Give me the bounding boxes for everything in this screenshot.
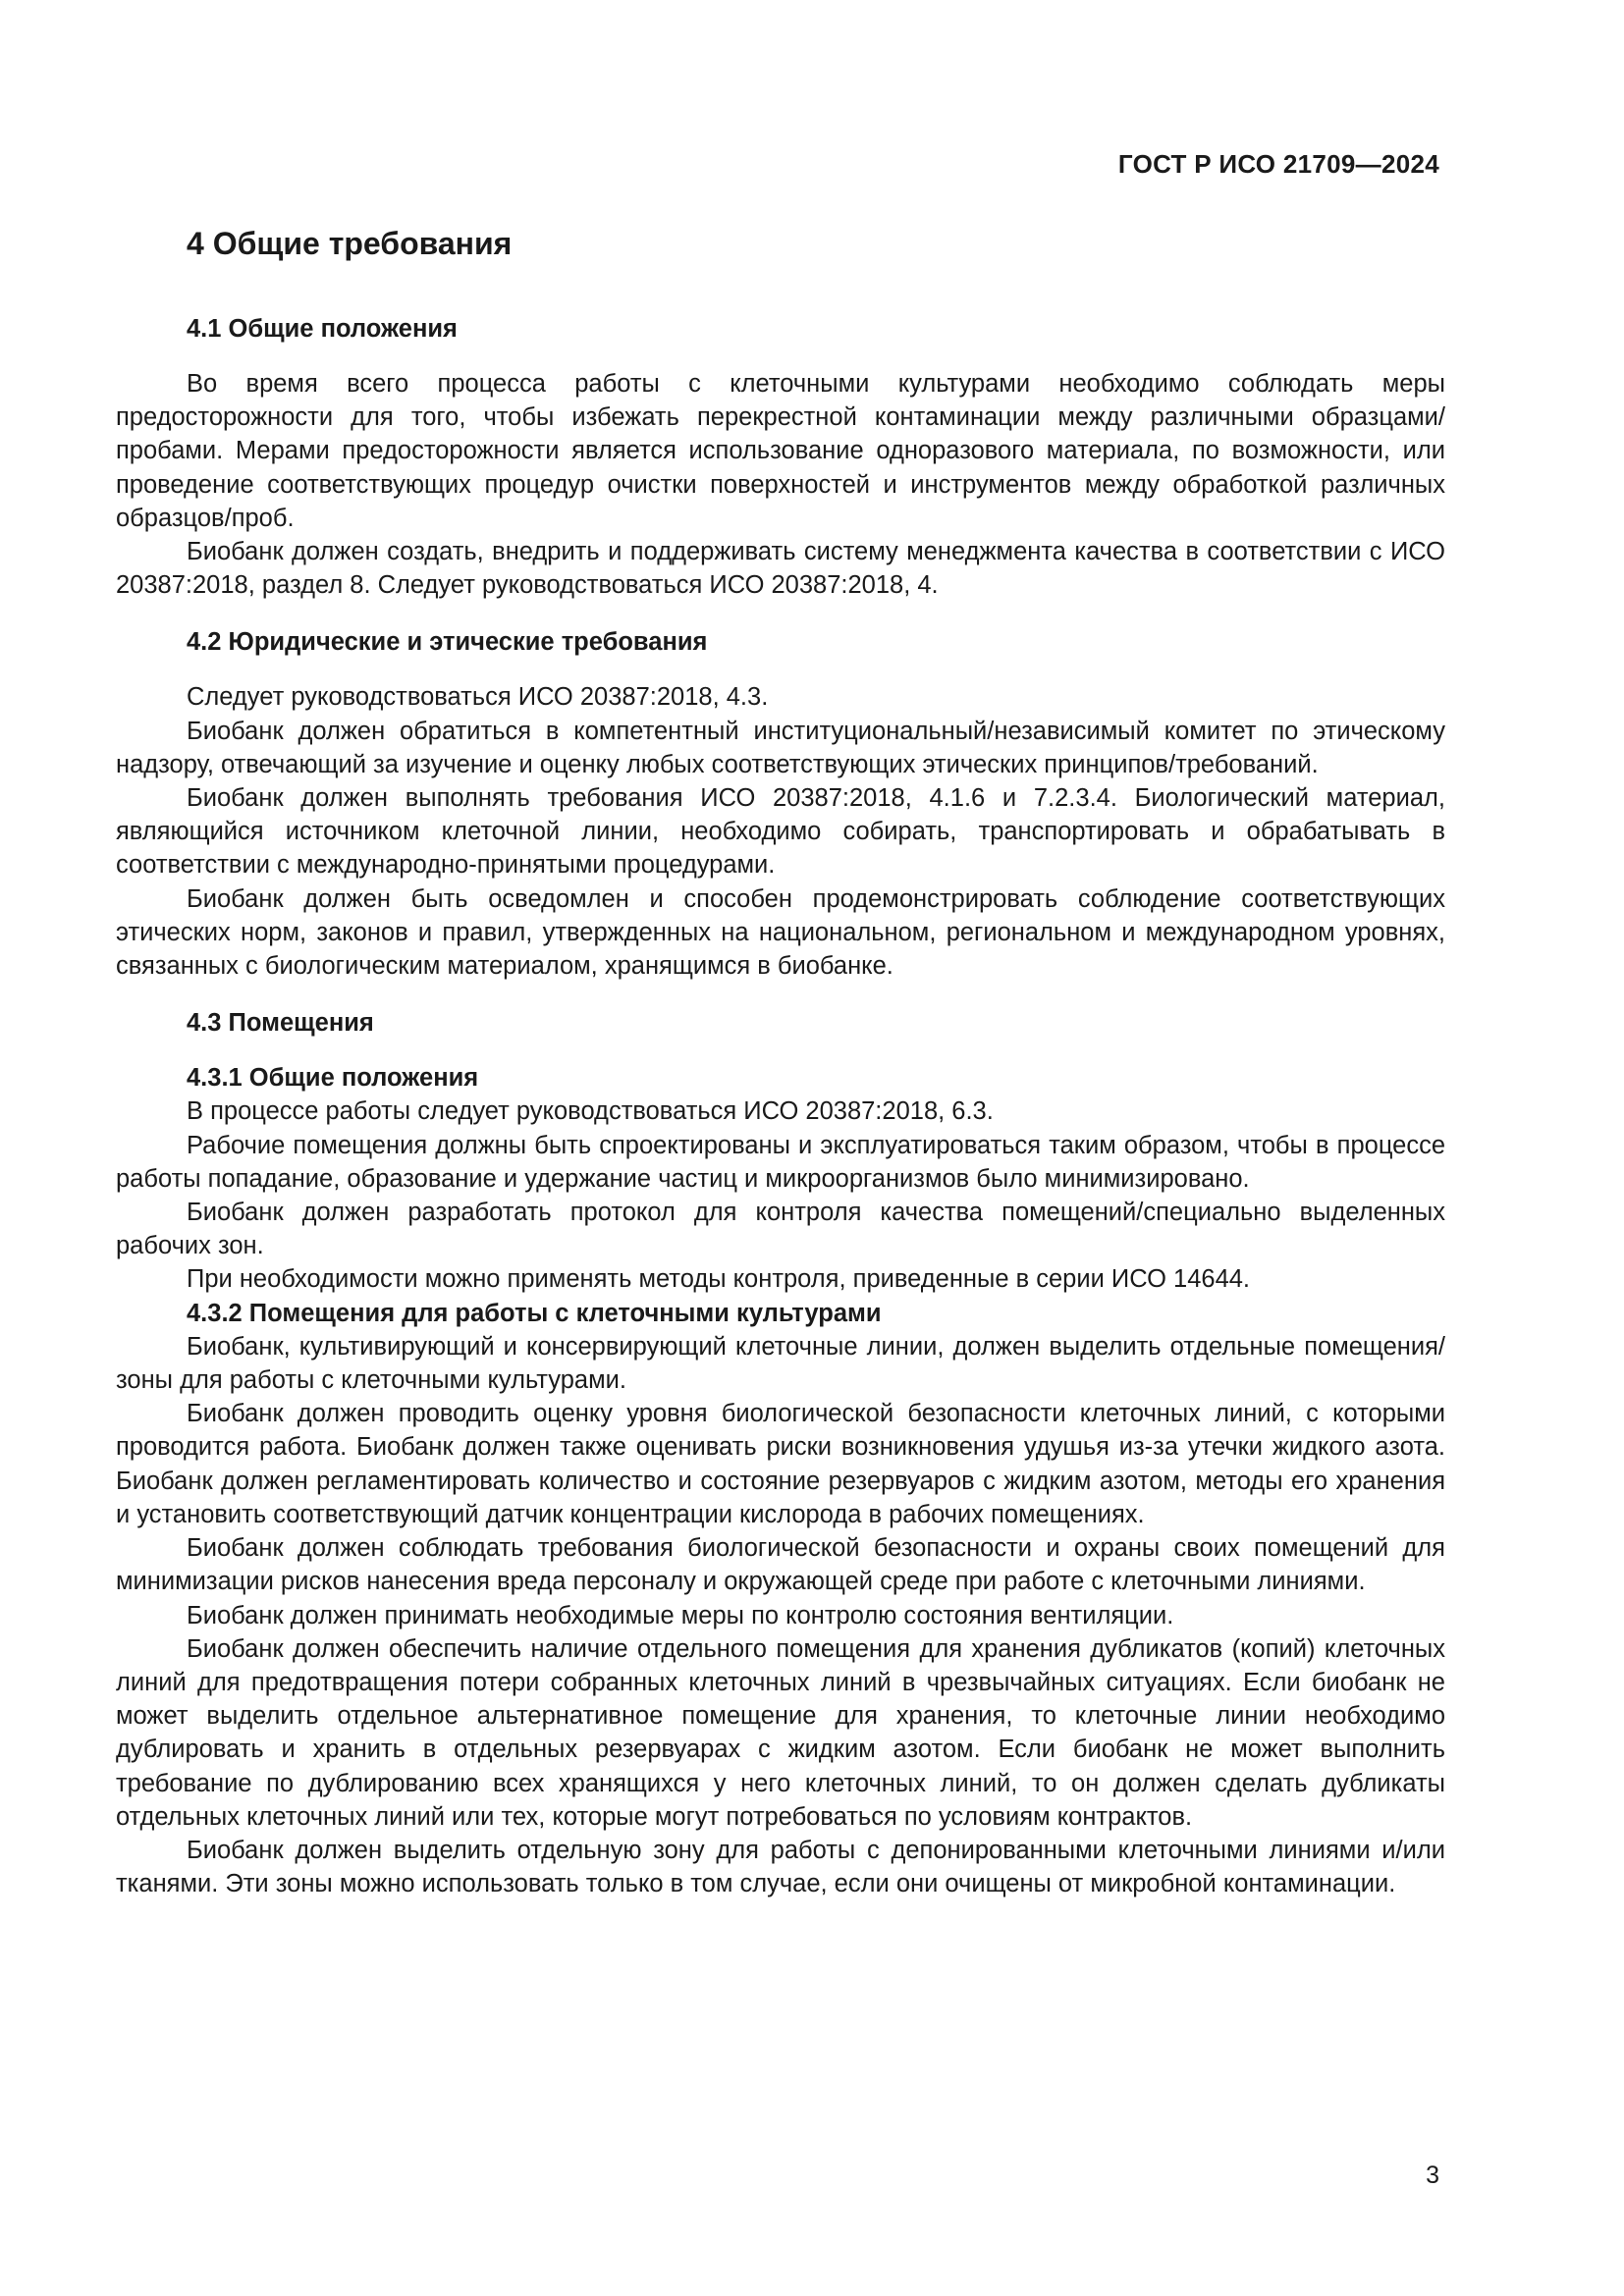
paragraph: Биобанк должен выполнять требования ИСО 20387:2018, 4.1.6 и 7.2.3.4. Биологический материал, являющийся источником клеточной линии, необходимо собирать, транспортировать и обрабатывать в соответствии с международно-принятыми процедурами. (116, 784, 1445, 880)
paragraph: Биобанк должен соблюдать требования биологической безопасности и охраны своих помещений для минимизации рисков нанесения вреда персоналу и окружающей среде при работе с клеточными линиями. (116, 1534, 1445, 1596)
document-code: ГОСТ Р ИСО 21709—2024 (1117, 149, 1439, 179)
paragraph: В процессе работы следует руководствоваться ИСО 20387:2018, 6.3. (187, 1097, 994, 1126)
paragraph: Биобанк должен выделить отдельную зону для работы с депонированными клеточными линиями и/или тканями. Эти зоны можно использовать только в том случае, если они очищены от микробной контаминации. (116, 1836, 1445, 1898)
paragraph: Биобанк должен проводить оценку уровня биологической безопасности клеточных линий, с которыми проводится работа. Биобанк должен также оценивать риски возникновения удушья из-за утечки жидкого азота. Биобанк должен регламентировать количество и состояние резервуаров с жидким азотом, методы его хранения и установить соответствующий датчик концентрации кислорода в рабочих помещениях. (116, 1400, 1445, 1528)
paragraph: Биобанк, культивирующий и консервирующий клеточные линии, должен выделить отдельные помещения/зоны для работы с клеточными культурами. (116, 1332, 1445, 1395)
section-title: 4 Общие требования (187, 226, 513, 261)
subsection-title-4-3-1: 4.3.1 Общие положения (187, 1064, 479, 1093)
document-body (116, 312, 1445, 1900)
paragraph: Рабочие помещения должны быть спроектированы и эксплуатироваться таким образом, чтобы в процессе работы попадание, образование и удержание частиц и микроорганизмов было минимизировано. (116, 1131, 1445, 1193)
paragraph: Биобанк должен обратиться в компетентный институциональный/независимый комитет по этическому надзору, отвечающий за изучение и оценку любых соответствующих этических принципов/требований. (116, 717, 1445, 778)
paragraph: Биобанк должен разработать протокол для контроля качества помещений/специально выделенных рабочих зон. (116, 1199, 1445, 1260)
subsection-title-4-2: 4.2 Юридические и этические требования (187, 628, 708, 657)
paragraph: Биобанк должен создать, внедрить и поддерживать систему менеджмента качества в соответствии с ИСО 20387:2018, раздел 8. Следует руководствоваться ИСО 20387:2018, 4. (116, 538, 1445, 600)
paragraph: Биобанк должен быть осведомлен и способен продемонстрировать соблюдение соответствующих этических норм, законов и правил, утвержденных на национальном, региональном и международном уровнях, связанных с биологическим материалом, хранящимся в биобанке. (116, 884, 1445, 981)
paragraph: Следует руководствоваться ИСО 20387:2018, 4.3. (187, 683, 769, 712)
subsection-title-4-1: 4.1 Общие положения (187, 315, 458, 343)
paragraph: При необходимости можно применять методы контроля, приведенные в серии ИСО 14644. (187, 1265, 1251, 1294)
paragraph: Биобанк должен принимать необходимые меры по контролю состояния вентиляции. (187, 1601, 1174, 1629)
page-number: 3 (1426, 2162, 1439, 2189)
paragraph: Во время всего процесса работы с клеточными культурами необходимо соблюдать меры предосторожности для того, чтобы избежать перекрестной контаминации между различными образцами/пробами. Мерами предосторожности является использование одноразового материала, по возможности, или проведение соответствующих процедур очистки поверхностей и инструментов между обработкой различных образцов/проб. (116, 370, 1445, 532)
subsection-title-4-3: 4.3 Помещения (187, 1009, 374, 1038)
subsection-title-4-3-2: 4.3.2 Помещения для работы с клеточными культурами (187, 1299, 882, 1327)
paragraph: Биобанк должен обеспечить наличие отдельного помещения для хранения дубликатов (копий) клеточных линий для предотвращения потери собранных клеточных линий в чрезвычайных ситуациях. Если биобанк не может выделить отдельное альтернативное помещение для хранения, то клеточные линии необходимо дублировать и хранить в отдельных резервуарах с жидким азотом. Если биобанк не может выполнить требование по дублированию всех хранящихся у него клеточных линий, то он должен сделать дубликаты отдельных клеточных линий или тех, которые могут потребоваться по условиям контрактов. (116, 1634, 1445, 1831)
